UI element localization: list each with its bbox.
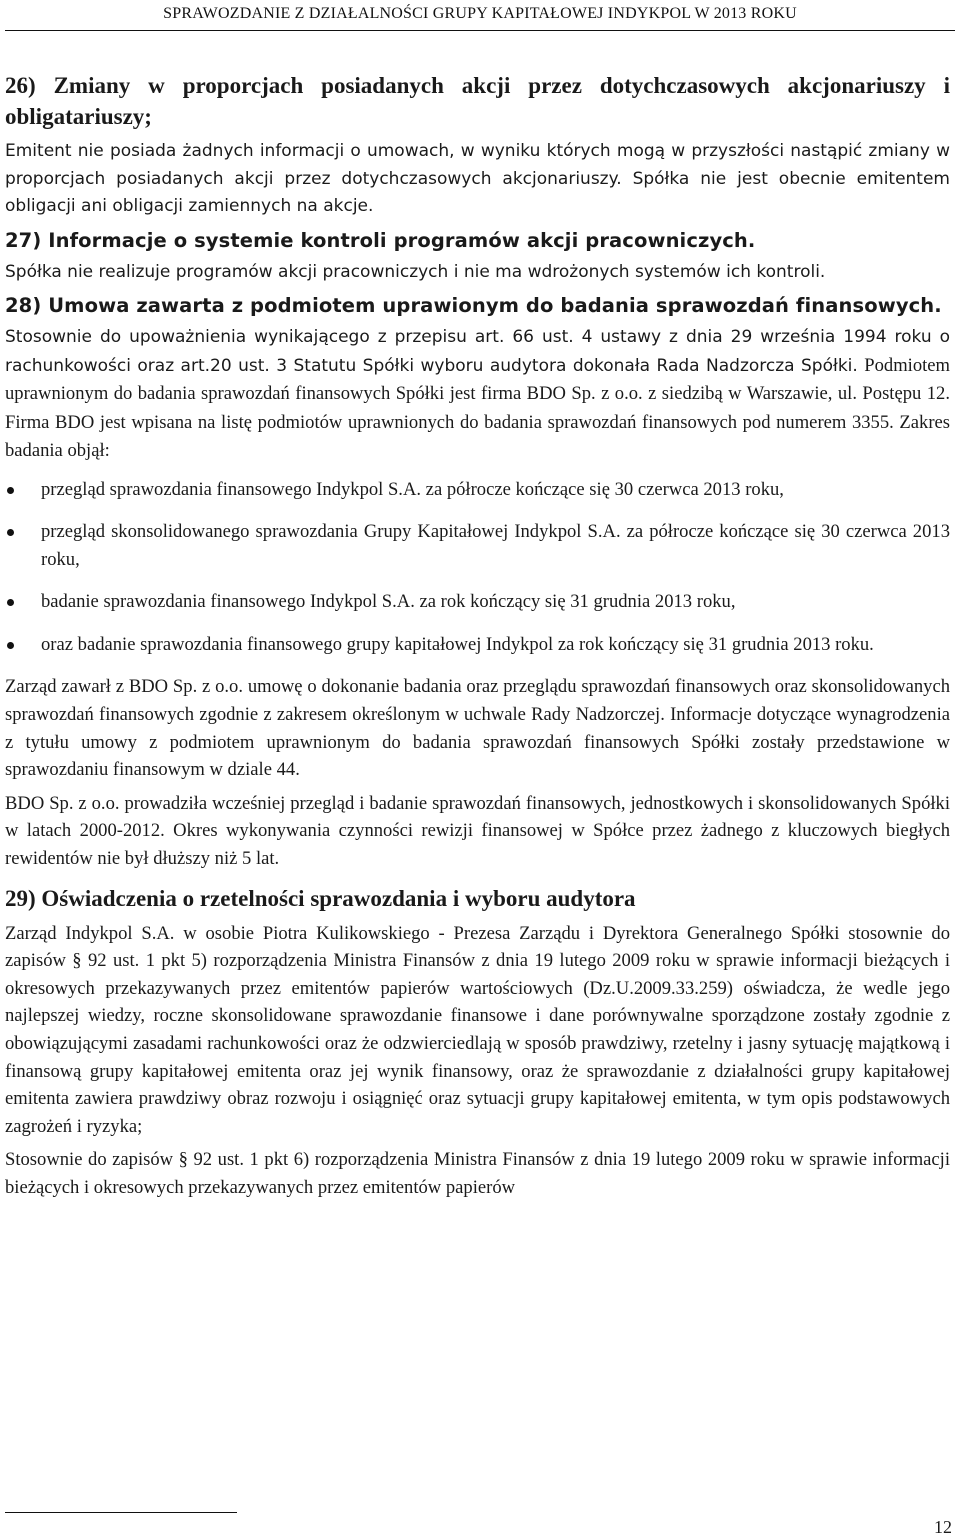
section-27-paragraph: Spółka nie realizuje programów akcji pracowniczych i nie ma wdrożonych systemów ich kontroli. — [5, 261, 826, 282]
list-item — [5, 631, 950, 659]
list-item — [5, 518, 950, 573]
section-28-paragraph-history: BDO Sp. z o.o. prowadziła wcześniej przegląd i badanie sprawozdań finansowych, jednostkowych i skonsolidowanych Spółki w latach 2000-2012. Okres wykonywania czynności rewizji finansowej w Spółce przez żadnego z kluczowych biegłych rewidentów nie był dłuższy niż 5 lat. — [5, 792, 950, 870]
section-27-heading: 27) Informacje o systemie kontroli programów akcji pracowniczych. — [5, 228, 756, 252]
section-26-heading: 26) Zmiany w proporcjach posiadanych akcji przez dotychczasowych akcjonariuszy i obligatariuszy; — [5, 73, 950, 129]
list-item-text: oraz badanie sprawozdania finansowego grupy kapitałowej Indykpol za rok kończący się 31 grudnia 2013 roku. — [41, 633, 874, 655]
list-item-text: badanie sprawozdania finansowego Indykpol S.A. za rok kończący się 31 grudnia 2013 roku, — [41, 591, 736, 613]
section-28-auditor-text: Podmiotem uprawnionym do badania sprawozdań finansowych Spółki jest firma BDO Sp. z o.o. z siedzibą w Warszawie, ul. Postępu 12. Firma BDO jest wpisana na listę podmiotów uprawnionych do badania sprawozdań finansowych pod numerem 3355. Zakres badania objął: — [5, 354, 951, 461]
section-29-paragraph-1: Zarząd Indykpol S.A. w osobie Piotra Kulikowskiego - Prezesa Zarządu i Dyrektora Generalnego Spółki stosownie do zapisów § 92 ust. 1 pkt 5) rozporządzenia Ministra Finansów z dnia 19 lutego 2009 roku w sprawie informacji bieżących i okresowych przekazywanych przez emitentów papierów wartościowych (Dz.U.2009.33.259) oświadcza, że wedle jego najlepszej wiedzy, roczne skonsolidowane sprawozdanie finansowe i dane porównywalne sporządzone zostały zgodnie z obowiązującymi zasadami rachunkowości oraz że odzwierciedlają w sposób prawdziwy, rzetelny i jasny sytuację majątkową i finansową grupy kapitałowej emitenta oraz jej wynik finansowy, oraz że sprawozdanie z działalności grupy kapitałowej emitenta zawiera prawdziwy obraz rozwoju i osiągnięć oraz sytuacji grupy kapitałowej emitenta, w tym opis podstawowych zagrożeń i ryzyka; — [5, 922, 950, 1137]
section-29-paragraph-2: Stosownie do zapisów § 92 ust. 1 pkt 6) rozporządzenia Ministra Finansów z dnia 19 lutego 2009 roku w sprawie informacji bieżących i okresowych przekazywanych przez emitentów papierów — [5, 1149, 950, 1198]
section-26-paragraph: Emitent nie posiada żadnych informacji o umowach, w wyniku których mogą w przyszłości nastąpić zmiany w proporcjach posiadanych akcji przez dotychczasowych akcjonariuszy. Spółka nie jest obecnie emitentem obligacji ani obligacji zamiennych na akcje. — [5, 141, 950, 216]
audit-scope-list — [5, 476, 950, 659]
bullet-icon — [7, 487, 14, 494]
page-content — [5, 70, 950, 1208]
list-item — [5, 588, 950, 616]
section-28-paragraph-authorization — [5, 324, 950, 466]
list-item-text: przegląd sprawozdania finansowego Indykpol S.A. za półrocze kończące się 30 czerwca 2013 roku, — [41, 478, 784, 500]
section-28-paragraph-contract: Zarząd zawarł z BDO Sp. z o.o. umowę o dokonanie badania oraz przeglądu sprawozdań finansowych oraz skonsolidowanych sprawozdań finansowych zgodnie z zakresem określonym w uchwale Rady Nadzorczej. Informacje dotyczące wynagrodzenia z tytułu umowy z podmiotem uprawnionym do badania sprawozdań finansowych Spółki zostały przedstawione w sprawozdaniu finansowym w dziale 44. — [5, 676, 950, 781]
header-divider — [5, 30, 955, 31]
running-header: SPRAWOZDANIE Z DZIAŁALNOŚCI GRUPY KAPITAŁOWEJ INDYKPOL W 2013 ROKU — [163, 5, 797, 22]
bullet-icon — [7, 642, 14, 649]
section-28-authorization-text: Stosownie do upoważnienia wynikającego z przepisu art. 66 ust. 4 ustawy z dnia 29 września 1994 roku o rachunkowości oraz art.20 ust. 3 Statutu Spółki wyboru audytora dokonała Rada Nadzorcza Spółki. — [5, 327, 950, 376]
list-item-text: przegląd skonsolidowanego sprawozdania Grupy Kapitałowej Indykpol S.A. za półrocze kończące się 30 czerwca 2013 roku, — [41, 521, 950, 570]
list-item — [5, 476, 950, 504]
bullet-icon — [7, 529, 14, 536]
bullet-icon — [7, 599, 14, 606]
page-number: 12 — [934, 1517, 952, 1537]
section-29-heading: 29) Oświadczenia o rzetelności sprawozdania i wyboru audytora — [5, 885, 636, 911]
footer-divider — [5, 1512, 237, 1513]
section-28-heading: 28) Umowa zawarta z podmiotem uprawionym do badania sprawozdań finansowych. — [5, 294, 942, 317]
